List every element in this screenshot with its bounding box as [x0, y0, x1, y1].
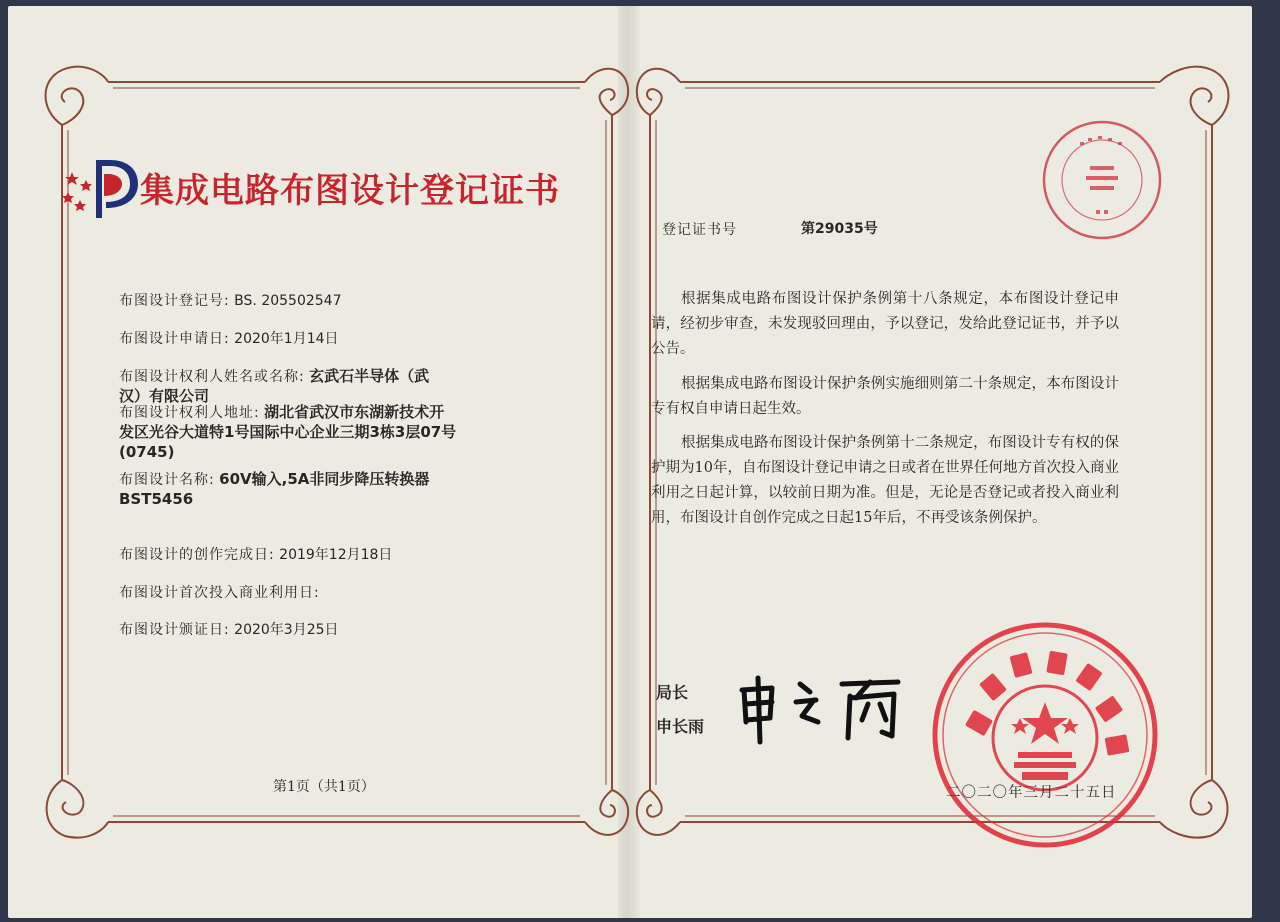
field-value: 2019年12月18日: [279, 547, 393, 563]
field-value: BS. 205502547: [234, 293, 342, 309]
ic-logo-icon: [60, 152, 140, 224]
field-value-line2: 汉）有限公司: [119, 387, 210, 405]
page-number: 第1页（共1页）: [273, 779, 375, 795]
body-paragraph-2: 根据集成电路布图设计保护条例实施细则第二十条规定，本布图设计专有权自申请日起生效。: [651, 376, 1119, 417]
field-first-commercial-use-date: [119, 584, 320, 603]
field-rights-holder-address: [119, 403, 456, 463]
field-creation-date: [119, 546, 392, 565]
field-label: 布图设计权利人地址:: [119, 405, 260, 421]
field-application-date: [119, 330, 339, 349]
body-paragraph-3: 根据集成电路布图设计保护条例第十二条规定，布图设计专有权的保护期为10年，自布图设计登记申请之日或者在世界任何地方首次投入商业利用之日起计算，以较前日期为准。但是，无论是否登记或者投入商业利用，布图设计自创作完成之日起15年后，不再受该条例保护。: [651, 435, 1119, 526]
cnipa-official-seal: [930, 620, 1160, 850]
field-value-line2: 发区光谷大道特1号国际中心企业三期3栋3层07号: [119, 423, 457, 441]
field-label: 布图设计登记号:: [119, 293, 230, 309]
field-design-name: [119, 470, 429, 510]
director-signature: [730, 660, 920, 750]
field-label: 布图设计的创作完成日:: [119, 547, 275, 563]
book-spine: [618, 6, 640, 918]
certificate-title: 集成电路布图设计登记证书: [140, 171, 560, 211]
field-label: 布图设计申请日:: [119, 331, 230, 347]
tax-stamp-seal: [1040, 118, 1164, 242]
field-value: 60V输入,5A非同步降压转换器: [219, 470, 430, 488]
field-label: 布图设计名称:: [119, 472, 215, 488]
director-title: 局长: [656, 683, 689, 702]
cert-number-label: 登记证书号: [662, 222, 737, 238]
field-value-line2: BST5456: [119, 490, 194, 508]
director-name: 申长雨: [656, 717, 705, 736]
field-value: 2020年1月14日: [234, 331, 339, 347]
field-value: 湖北省武汉市东湖新技术开: [264, 403, 445, 421]
field-value: 2020年3月25日: [234, 622, 339, 638]
issue-date: 二〇二〇年三月二十五日: [946, 785, 1117, 801]
field-label: 布图设计权利人姓名或名称:: [119, 369, 305, 385]
field-label: 布图设计颁证日:: [119, 622, 230, 638]
field-issue-date: [119, 621, 339, 640]
field-value-line3: (0745): [119, 443, 175, 461]
body-paragraph-1: 根据集成电路布图设计保护条例第十八条规定，本布图设计登记申请，经初步审查，未发现驳回理由，予以登记，发给此登记证书，并予以公告。: [651, 291, 1119, 357]
field-registration-number: [119, 292, 341, 311]
field-rights-holder: [119, 367, 429, 407]
cert-number-value: 第29035号: [801, 221, 878, 237]
field-value: 玄武石半导体（武: [309, 367, 430, 385]
field-label: 布图设计首次投入商业利用日:: [119, 585, 320, 601]
